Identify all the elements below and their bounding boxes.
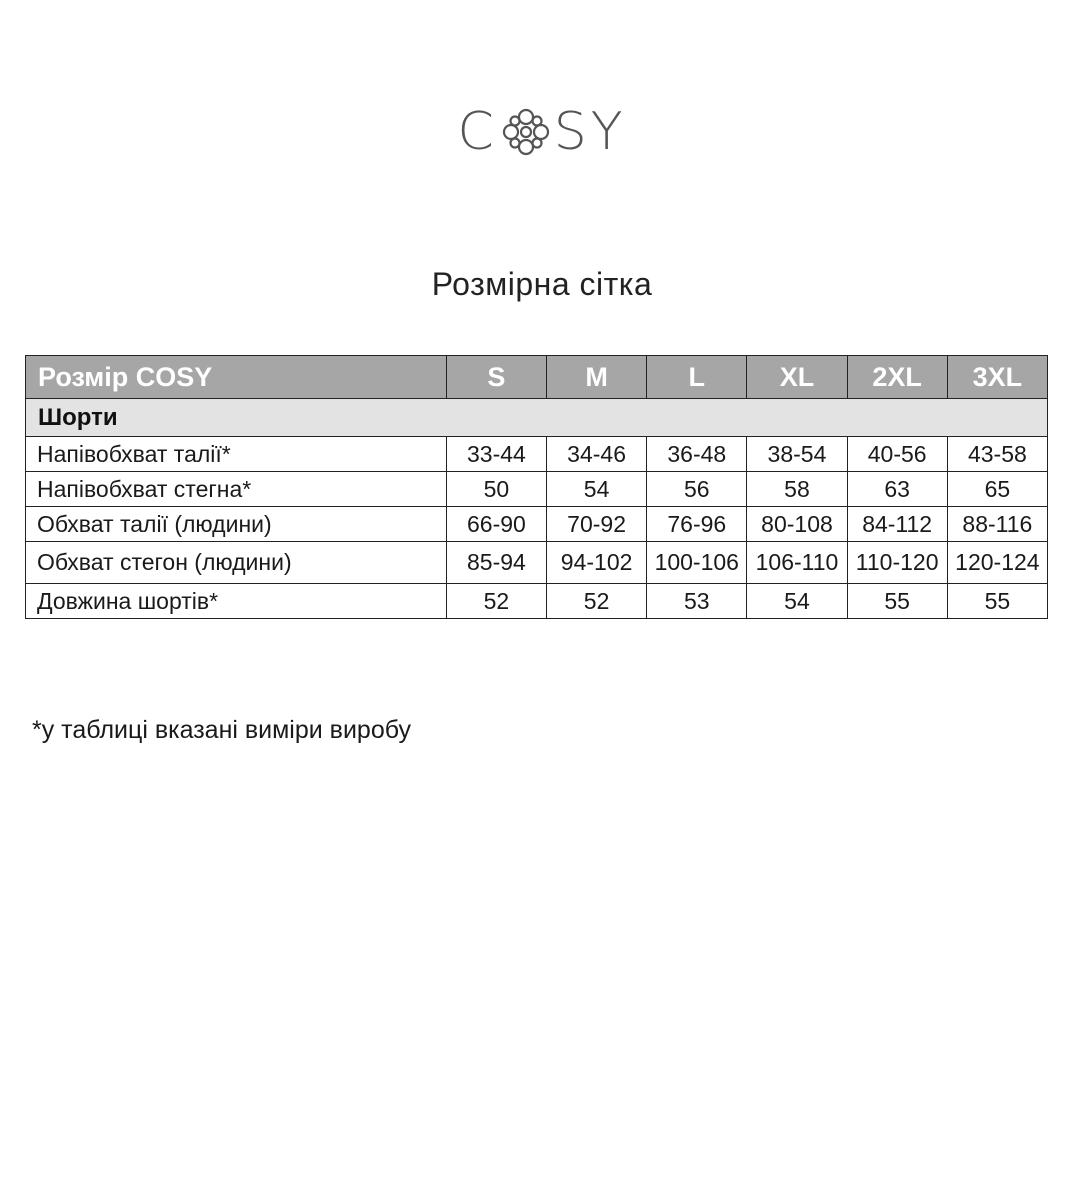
header-size: XL	[747, 356, 847, 399]
table-cell: 33-44	[446, 437, 546, 472]
table-cell: 66-90	[446, 507, 546, 542]
table-cell: 76-96	[647, 507, 747, 542]
footnote: *у таблиці вказані виміри виробу	[32, 716, 412, 744]
logo-letters-sy: SY	[553, 102, 627, 162]
table-row	[26, 437, 1048, 472]
table-cell: 56	[647, 472, 747, 507]
table-cell: 54	[547, 472, 647, 507]
table-cell: 34-46	[547, 437, 647, 472]
table-cell: 84-112	[847, 507, 947, 542]
row-label: Напівобхват талії*	[26, 437, 447, 472]
table-cell: 65	[947, 472, 1047, 507]
header-size: S	[446, 356, 546, 399]
table-cell: 80-108	[747, 507, 847, 542]
header-size: 3XL	[947, 356, 1047, 399]
section-label: Шорти	[26, 399, 1048, 437]
table-cell: 54	[747, 584, 847, 619]
table-row	[26, 507, 1048, 542]
table-cell: 100-106	[647, 542, 747, 584]
table-cell: 106-110	[747, 542, 847, 584]
table-cell: 36-48	[647, 437, 747, 472]
table-cell: 38-54	[747, 437, 847, 472]
header-label: Розмір COSY	[26, 356, 447, 399]
table-cell: 55	[847, 584, 947, 619]
table-cell: 52	[446, 584, 546, 619]
row-label: Обхват стегон (людини)	[26, 542, 447, 584]
table-cell: 40-56	[847, 437, 947, 472]
row-label: Обхват талії (людини)	[26, 507, 447, 542]
table-cell: 58	[747, 472, 847, 507]
header-size: L	[647, 356, 747, 399]
table-row	[26, 584, 1048, 619]
table-cell: 43-58	[947, 437, 1047, 472]
table-row	[26, 472, 1048, 507]
header-size: M	[547, 356, 647, 399]
flower-knot-icon	[500, 106, 552, 158]
table-cell: 63	[847, 472, 947, 507]
table-cell: 110-120	[847, 542, 947, 584]
section-row	[26, 399, 1048, 437]
table-cell: 50	[446, 472, 546, 507]
table-cell: 53	[647, 584, 747, 619]
table-row	[26, 542, 1048, 584]
table-cell: 55	[947, 584, 1047, 619]
row-label: Довжина шортів*	[26, 584, 447, 619]
table-cell: 94-102	[547, 542, 647, 584]
size-chart-table	[25, 355, 1048, 619]
table-cell: 120-124	[947, 542, 1047, 584]
page-title: Розмірна сітка	[431, 266, 653, 302]
table-cell: 70-92	[547, 507, 647, 542]
table-header-row	[26, 356, 1048, 399]
brand-logo-text	[457, 102, 626, 162]
logo-letter-c: C	[457, 102, 498, 162]
table-cell: 52	[547, 584, 647, 619]
header-size: 2XL	[847, 356, 947, 399]
brand-logo	[0, 100, 1084, 164]
table-cell: 85-94	[446, 542, 546, 584]
row-label: Напівобхват стегна*	[26, 472, 447, 507]
table-cell: 88-116	[947, 507, 1047, 542]
